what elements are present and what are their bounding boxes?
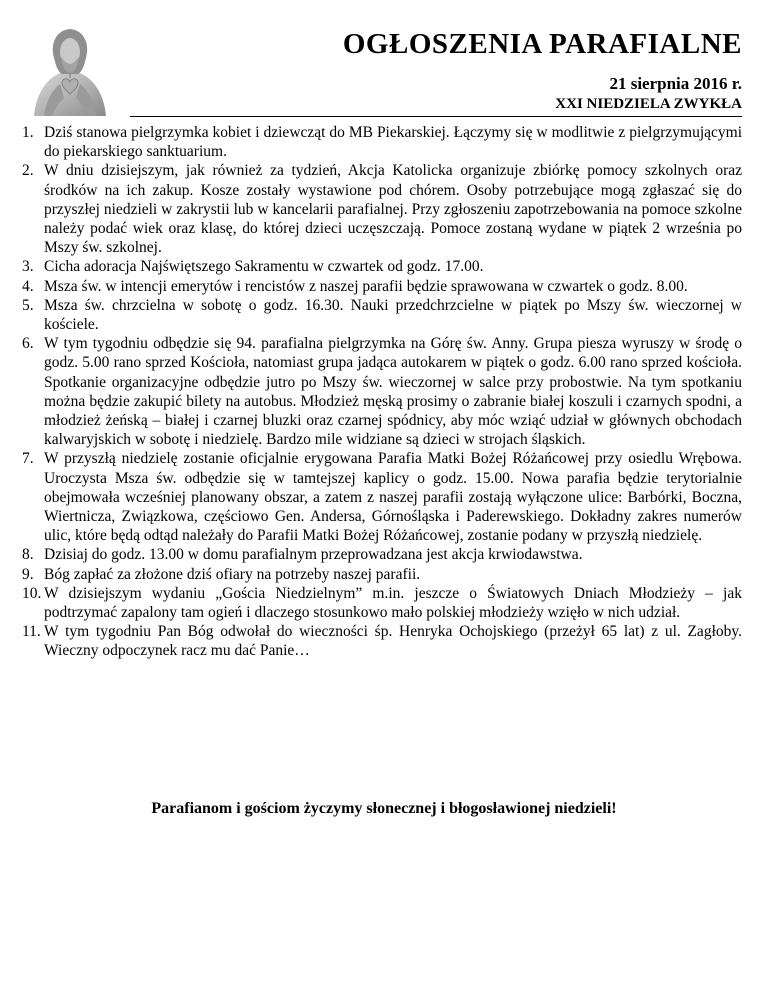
item-number: 1. (22, 124, 34, 141)
item-number: 3. (22, 258, 34, 276)
announcement-item (22, 584, 742, 622)
announcement-item (22, 565, 742, 584)
announcement-item (22, 123, 742, 161)
item-number: 6. (22, 335, 34, 353)
date-line: 21 sierpnia 2016 r. (609, 74, 742, 93)
page-title: OGŁOSZENIA PARAFIALNE (342, 28, 742, 60)
item-number: 2. (22, 162, 34, 180)
announcement-list (22, 123, 742, 661)
item-text: W tym tygodniu odbędzie się 94. parafialna pielgrzymka na Górę św. Anny. Grupa piesza wyruszy w środę o godz. 5.00 rano sprzed Kościoła, natomiast grupa jadąca autokarem w piątek o godz. 6.00 rano sprzed kościoła. Spotkanie organizacyjne odbędzie jutro po Mszy św. wieczornej w salce przy probostwie. Na tym spotkaniu można będzie zakupić bilety na autobus. Młodzież męską prosimy o zabranie białej koszuli i czarnych spodni, a młodzież żeńską – białej i czarnej bluzki oraz czarnej spódnicy, aby móc wziąć udział w głównych obchodach kalwaryjskich w sobotę i niedzielę. Bardzo mile widziane są dzieci w strojach śląskich. (44, 335, 742, 449)
closing-wish: Parafianom i gościom życzymy słonecznej i błogosławionej niedzieli! (151, 800, 617, 817)
announcement-item (22, 334, 742, 449)
item-text: W przyszłą niedzielę zostanie oficjalnie erygowana Parafia Matki Bożej Różańcowej przy osiedlu Wrębowa. Uroczysta Msza św. odbędzie się w tamtejszej kaplicy o godz. 15.00. Nowa parafia będzie terytorialnie obejmowała wcześniej planowany obszar, a zatem z naszej parafii zostają wyłączone ulice: Barbórki, Boczna, Wiertnicza, Związkowa, częściowo Gen. Andersa, Górnośląska i Paderewskiego. Dokładny zakres numerów ulic, które będą odtąd należały do Parafii Matki Bożej Różańcowej, zostanie podany w przyszłą niedzielę. (44, 450, 742, 545)
jesus-statue-icon (28, 24, 112, 116)
item-number: 11. (22, 623, 41, 641)
item-number: 8. (22, 546, 34, 564)
item-number: 5. (22, 296, 34, 314)
item-number: 9. (22, 565, 34, 583)
item-text: Bóg zapłać za złożone dziś ofiary na potrzeby naszej parafii. (44, 565, 421, 583)
announcement-item (22, 277, 742, 296)
item-number: 4. (22, 277, 34, 295)
item-text: Msza św. w intencji emerytów i rencistów z naszej parafii będzie sprawowana w czwartek o godz. 8.00. (44, 277, 688, 295)
announcement-item (22, 161, 742, 257)
item-text: Msza św. chrzcielna w sobotę o godz. 16.30. Nauki przedchrzcielne w piątek po Mszy św. wieczornej w kościele. (44, 296, 742, 334)
item-text: W tym tygodniu Pan Bóg odwołał do wieczności śp. Henryka Ochojskiego (przeżył 65 lat) z ul. Zagłoby. Wieczny odpoczynek racz mu dać Panie… (44, 623, 742, 660)
item-number: 7. (22, 450, 34, 468)
announcement-item (22, 622, 742, 660)
liturgical-sunday: XXI NIEDZIELA ZWYKŁA (555, 96, 742, 112)
item-text: Dziś stanowa pielgrzymka kobiet i dziewcząt do MB Piekarskiej. Łączymy się w modlitwie z pielgrzymującymi do piekarskiego sanktuarium. (44, 124, 742, 161)
item-number: 10. (22, 584, 42, 602)
item-text: Cicha adoracja Najświętszego Sakramentu w czwartek od godz. 17.00. (44, 258, 484, 276)
item-text: W dzisiejszym wydaniu „Gościa Niedzielnym” m.in. jeszcze o Światowych Dniach Młodzieży – jak podtrzymać zapalony tam ogień i dlaczego stosunkowo mało polskiej młodzieży wzięło w nich udział. (44, 584, 742, 622)
page-header (0, 0, 768, 118)
announcement-item (22, 449, 742, 545)
announcement-item (22, 257, 742, 276)
item-text: W dniu dzisiejszym, jak również za tydzień, Akcja Katolicka organizuje zbiórkę pomocy szkolnych oraz środków na ich zakup. Kosze zostały wystawione pod chórem. Osoby potrzebujące mogą zgłaszać się do przyszłej niedzieli w zakrystii lub w kancelarii parafialnej. Przy zgłoszeniu zapotrzebowania na pomoce szkolne należy podać wiek oraz klasę, do której dzieci uczęszczają. Pomoce zostaną wydane w piątek 2 września po Mszy św. szkolnej. (44, 162, 742, 257)
announcement-item (22, 296, 742, 334)
header-divider (130, 116, 742, 117)
announcement-item (22, 545, 742, 564)
item-text: Dzisiaj do godz. 13.00 w domu parafialnym przeprowadzana jest akcja krwiodawstwa. (44, 546, 583, 564)
